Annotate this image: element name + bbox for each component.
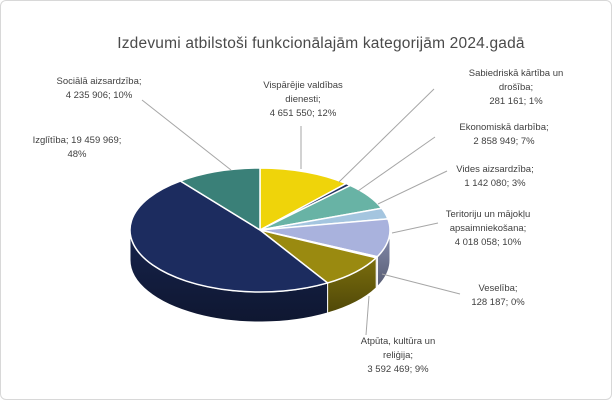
data-label-line: 4 018 058; 10% [454, 237, 522, 248]
leader-line-2 [358, 137, 435, 191]
leader-line-8 [142, 100, 231, 170]
chart-title: Izdevumi atbilstoši funkcionālajām kategorijām 2024.gadā [117, 35, 525, 52]
data-label-line: Atpūta, kultūra un [360, 336, 436, 347]
data-label-line: 3 592 469; 9% [367, 364, 429, 375]
data-label-slice-4 [446, 208, 530, 250]
data-label-slice-8 [56, 75, 141, 103]
data-label-line: Sociālā aizsardzība; [56, 76, 142, 87]
data-label-line: 4 651 550; 12% [269, 108, 337, 119]
data-label-line: 2 858 949; 7% [473, 136, 535, 147]
leader-line-6 [366, 296, 369, 335]
data-label-slice-5 [471, 282, 524, 310]
data-label-slice-3 [456, 163, 533, 191]
data-label-line: 1 142 080; 3% [464, 178, 526, 189]
data-label-line: dienesti; [285, 94, 321, 105]
data-label-line: Vides aizsardzība; [456, 164, 534, 175]
data-label-line: 4 235 906; 10% [65, 90, 133, 101]
leader-line-3 [378, 171, 447, 204]
data-label-line: Veselība; [478, 283, 518, 294]
data-label-slice-2 [459, 121, 548, 149]
leader-line-1 [339, 89, 434, 182]
data-label-line: Sabiedriskā kārtība un [468, 68, 564, 79]
data-label-line: Vispārējie valdības [263, 80, 343, 91]
data-label-slice-6 [361, 335, 435, 377]
leader-line-5 [382, 274, 460, 294]
data-label-line: Izglītība; 19 459 969; [32, 135, 122, 146]
data-label-slice-7 [33, 134, 122, 162]
data-label-line: Ekonomiskā darbība; [459, 122, 549, 133]
data-label-line: reliģija; [382, 350, 414, 361]
data-label-line: Teritoriju un mājokļu [445, 209, 531, 220]
pie-chart [1, 1, 612, 400]
data-label-line: 128 187; 0% [471, 297, 525, 308]
leader-line-4 [392, 223, 438, 233]
data-label-slice-0 [263, 79, 343, 121]
data-label-line: 281 161; 1% [489, 96, 543, 107]
data-label-line: drošība; [498, 82, 534, 93]
data-label-slice-1 [469, 67, 564, 109]
data-label-line: apsaimniekošana; [449, 223, 527, 234]
data-label-line: 48% [67, 149, 87, 160]
